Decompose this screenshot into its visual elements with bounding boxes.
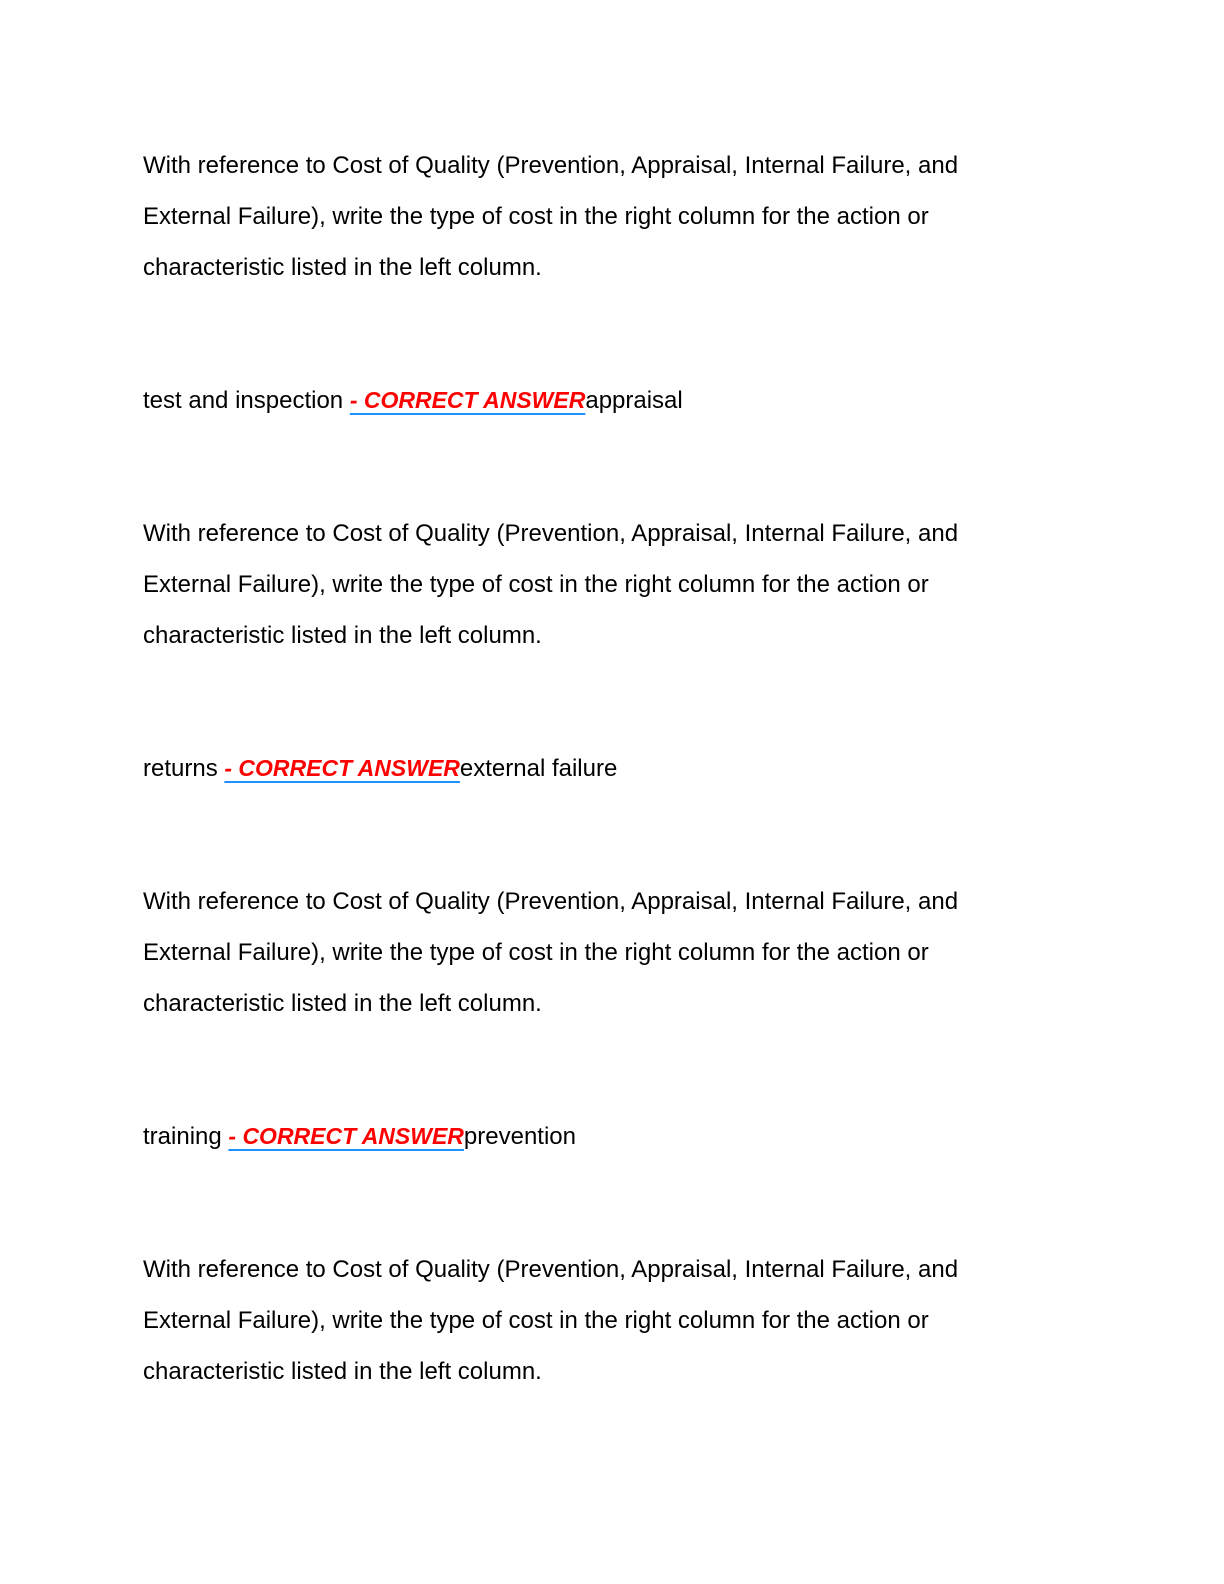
term-text: test and inspection [143,387,344,414]
correct-answer-marker: - CORRECT ANSWER [224,755,460,781]
answer-line [143,743,1043,794]
spacer [143,426,1043,508]
spacer [143,293,1043,375]
answer-line [143,375,1043,426]
question-text: With reference to Cost of Quality (Prevention, Appraisal, Internal Failure, and External Failure), write the type of cost in the right column for the action or characteristic listed in the left column. [143,152,959,281]
answer-text: prevention [463,1123,576,1150]
correct-answer-marker: - CORRECT ANSWER [228,1123,464,1149]
question-text: With reference to Cost of Quality (Prevention, Appraisal, Internal Failure, and External Failure), write the type of cost in the right column for the action or characteristic listed in the left column. [143,888,959,1017]
spacer [143,1162,1043,1244]
term-text: training [143,1123,222,1150]
spacer [143,661,1043,743]
answer-line [143,1111,1043,1162]
spacer [143,794,1043,876]
spacer [143,1029,1043,1111]
question-text: With reference to Cost of Quality (Prevention, Appraisal, Internal Failure, and External Failure), write the type of cost in the right column for the action or characteristic listed in the left column. [143,520,959,649]
answer-text: appraisal [585,387,683,414]
answer-text: external failure [459,755,618,782]
correct-answer-marker: - CORRECT ANSWER [349,387,586,413]
term-text: returns [143,755,218,782]
document-body [143,140,1043,1397]
question-text: With reference to Cost of Quality (Prevention, Appraisal, Internal Failure, and External Failure), write the type of cost in the right column for the action or characteristic listed in the left column. [143,1256,959,1385]
